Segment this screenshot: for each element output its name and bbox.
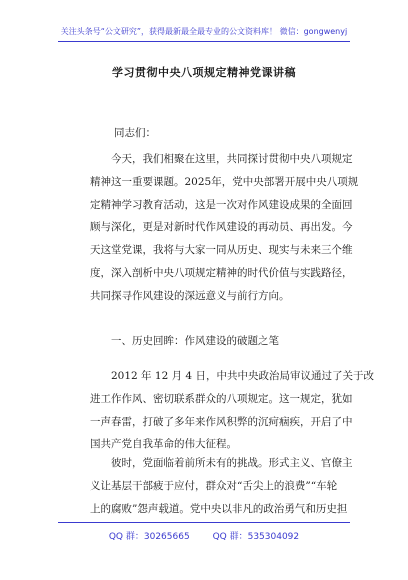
salutation xyxy=(114,122,358,145)
footer-qq-group-2: QQ 群：535304092 xyxy=(212,532,300,542)
paragraph-intro xyxy=(90,148,359,308)
footer-qq-group-1: QQ 群：30265665 xyxy=(108,532,190,542)
paragraph-history xyxy=(90,365,374,456)
section-heading xyxy=(90,330,334,353)
paragraph-line: 上的腐败”怨声载道。党中央以非凡的政治勇气和历史担 xyxy=(90,502,348,515)
paragraph-line: 顾与深化，更是对新时代作风建设的再动员、再出发。今 xyxy=(90,221,353,234)
document-title: 学习贯彻中央八项规定精神党课讲稿 xyxy=(112,66,296,79)
paragraph-line: 彼时，党面临着前所未有的挑战。形式主义、官僚主 xyxy=(111,457,353,469)
header-divider xyxy=(58,41,350,42)
section-heading-text: 一、历史回眸：作风建设的破题之笔 xyxy=(111,335,279,347)
footer xyxy=(0,529,408,542)
salutation-text: 同志们： xyxy=(114,127,156,139)
paragraph-line: 定精神学习教育活动，这是一次对作风建设成果的全面回 xyxy=(90,198,353,211)
paragraph-line: 义让基层干部疲于应付，群众对“舌尖上的浪费”“车轮 xyxy=(90,479,338,492)
paragraph-line: 2012 年 12 月 4 日，中共中央政治局审议通过了关于改 xyxy=(111,370,374,382)
paragraph-line: 今天，我们相聚在这里，共同探讨贯彻中央八项规定 xyxy=(111,153,353,165)
paragraph-line: 天这堂党课，我将与大家一同从历史、现实与未来三个维 xyxy=(90,244,353,257)
paragraph-line: 国共产党自我革命的伟大征程。 xyxy=(90,438,237,451)
paragraph-line: 进工作作风、密切联系群众的八项规定。这一规定，犹如 xyxy=(90,392,353,405)
footer-divider xyxy=(58,522,350,523)
paragraph-challenges xyxy=(90,452,353,520)
header-note: 关注头条号“公文研究”，获得最新最全最专业的公文资料库！ 微信：gongwenyj xyxy=(60,27,348,36)
paragraph-line: 度，深入剖析中央八项规定精神的时代价值与实践路径， xyxy=(90,266,353,279)
paragraph-line: 精神这一重要课题。2025年，党中央部署开展中央八项规 xyxy=(90,175,359,188)
paragraph-line: 一声春雷，打破了多年来作风积弊的沉疴痼疾，开启了中 xyxy=(90,415,353,428)
paragraph-line: 共同探寻作风建设的深远意义与前行方向。 xyxy=(90,289,290,302)
